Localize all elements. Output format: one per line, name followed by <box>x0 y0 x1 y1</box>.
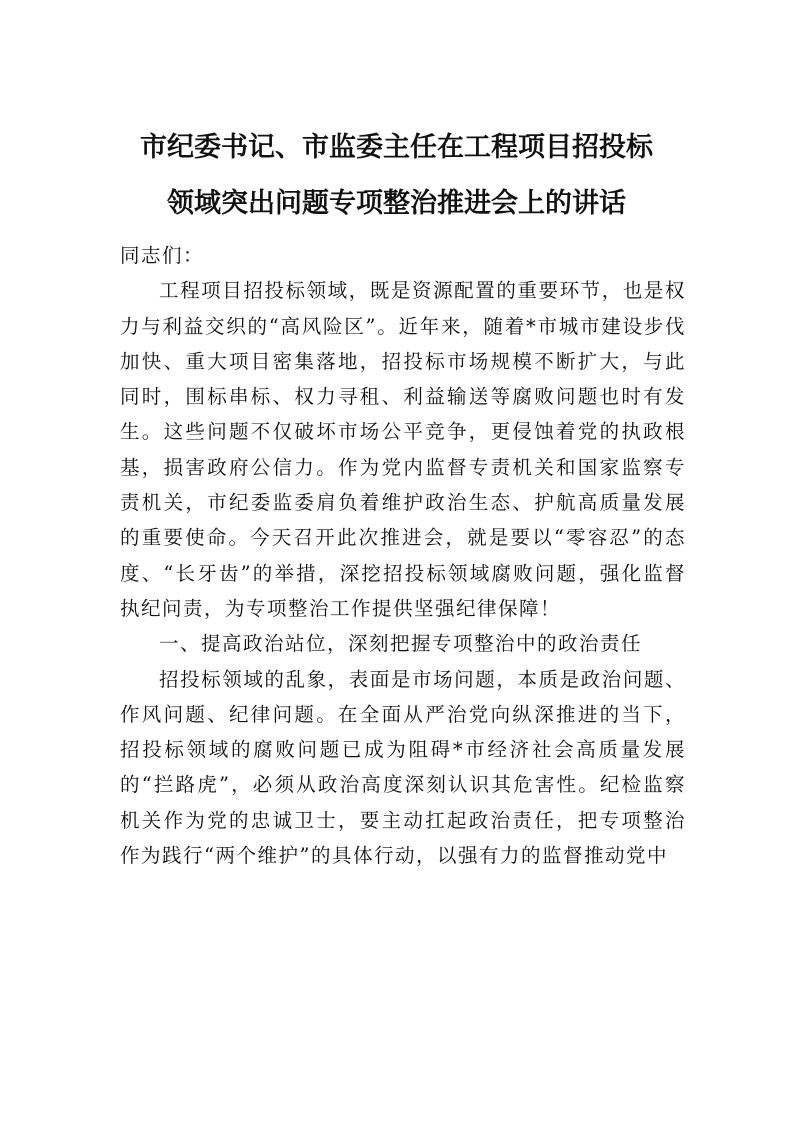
document-title <box>100 120 693 232</box>
section-paragraph: 招投标领域的乱象，表面是市场问题，本质是政治问题、作风问题、纪律问题。在全面从严治党向纵深推进的当下，招投标领域的腐败问题已成为阻碍*市经济社会高质量发展的“拦路虎”，必须从政治高度深刻认识其危害性。纪检监察机关作为党的忠诚卫士，要主动扛起政治责任，把专项整治作为践行“两个维护”的具体行动，以强有力的监督推动党中 <box>120 667 686 868</box>
title-line-2: 领域突出问题专项整治推进会上的讲话 <box>167 188 626 219</box>
section-heading: 一、提高政治站位，深刻把握专项整治中的政治责任 <box>159 632 643 656</box>
title-line-1: 市纪委书记、市监委主任在工程项目招投标 <box>140 132 653 163</box>
document-body <box>120 238 686 873</box>
salutation: 同志们： <box>120 244 205 267</box>
intro-paragraph: 工程项目招投标领域，既是资源配置的重要环节，也是权力与利益交织的“高风险区”。近年来，随着*市城市建设步伐加快、重大项目密集落地，招投标市场规模不断扩大，与此同时，围标串标、权力寻租、利益输送等腐败问题也时有发生。这些问题不仅破坏市场公平竞争，更侵蚀着党的执政根基，损害政府公信力。作为党内监督专责机关和国家监察专责机关，市纪委监委肩负着维护政治生态、护航高质量发展的重要使命。今天召开此次推进会，就是要以“零容忍”的态度、“长牙齿”的举措，深挖招投标领域腐败问题，强化监督执纪问责，为专项整治工作提供坚强纪律保障！ <box>120 279 686 620</box>
